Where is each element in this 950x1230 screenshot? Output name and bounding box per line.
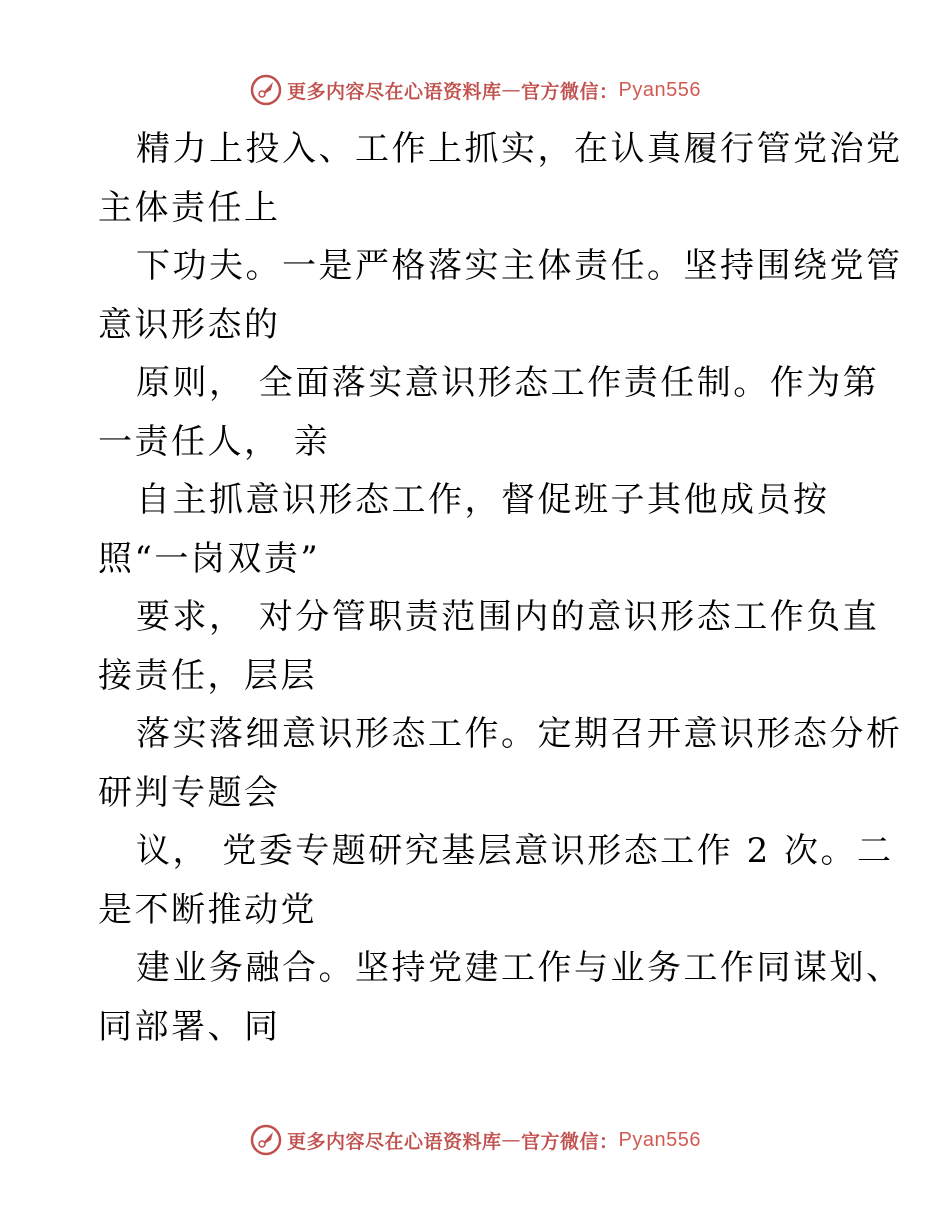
banner-wechat-label: 官方微信： — [521, 1130, 619, 1153]
text-line: 照“一岗双责” — [98, 538, 321, 579]
banner-wechat-handle: Pyan556 — [618, 78, 701, 101]
quill-logo-icon — [249, 73, 283, 107]
text-line: 研判专题会 — [98, 772, 281, 813]
text-line: 同部署、同 — [98, 1006, 281, 1047]
banner-site-name: 更多内容尽在心语资料库 — [287, 80, 502, 103]
text-line: 一责任人， 亲 — [98, 421, 331, 462]
text-line: 意识形态的 — [98, 304, 281, 345]
text-line: 落实落细意识形态工作。定期召开意识形态分析 — [136, 714, 903, 754]
text-line: 接责任，层层 — [98, 655, 317, 696]
banner-wechat-label: 官方微信： — [521, 80, 619, 103]
text-line: 主体责任上 — [98, 187, 281, 228]
banner-separator: — — [501, 1129, 522, 1151]
text-line: 议， 党委专题研究基层意识形态工作 2 次。二 — [136, 831, 894, 871]
header-banner — [0, 70, 950, 110]
text-line: 是不断推动党 — [98, 889, 317, 930]
banner-separator: — — [501, 79, 522, 101]
text-line: 下功夫。一是严格落实主体责任。坚持围绕党管 — [136, 246, 903, 286]
quill-logo-icon — [249, 1123, 283, 1157]
text-line: 建业务融合。坚持党建工作与业务工作同谋划、 — [136, 948, 903, 988]
text-line: 自主抓意识形态工作，督促班子其他成员按 — [136, 480, 830, 520]
banner-wechat-handle: Pyan556 — [618, 1128, 701, 1151]
banner-site-name: 更多内容尽在心语资料库 — [287, 1130, 502, 1153]
text-line: 要求， 对分管职责范围内的意识形态工作负直 — [136, 597, 880, 637]
footer-banner — [0, 1120, 950, 1160]
document-body — [98, 120, 903, 1056]
text-line: 精力上投入、工作上抓实，在认真履行管党治党 — [136, 129, 903, 169]
text-line: 原则， 全面落实意识形态工作责任制。作为第 — [136, 363, 880, 403]
